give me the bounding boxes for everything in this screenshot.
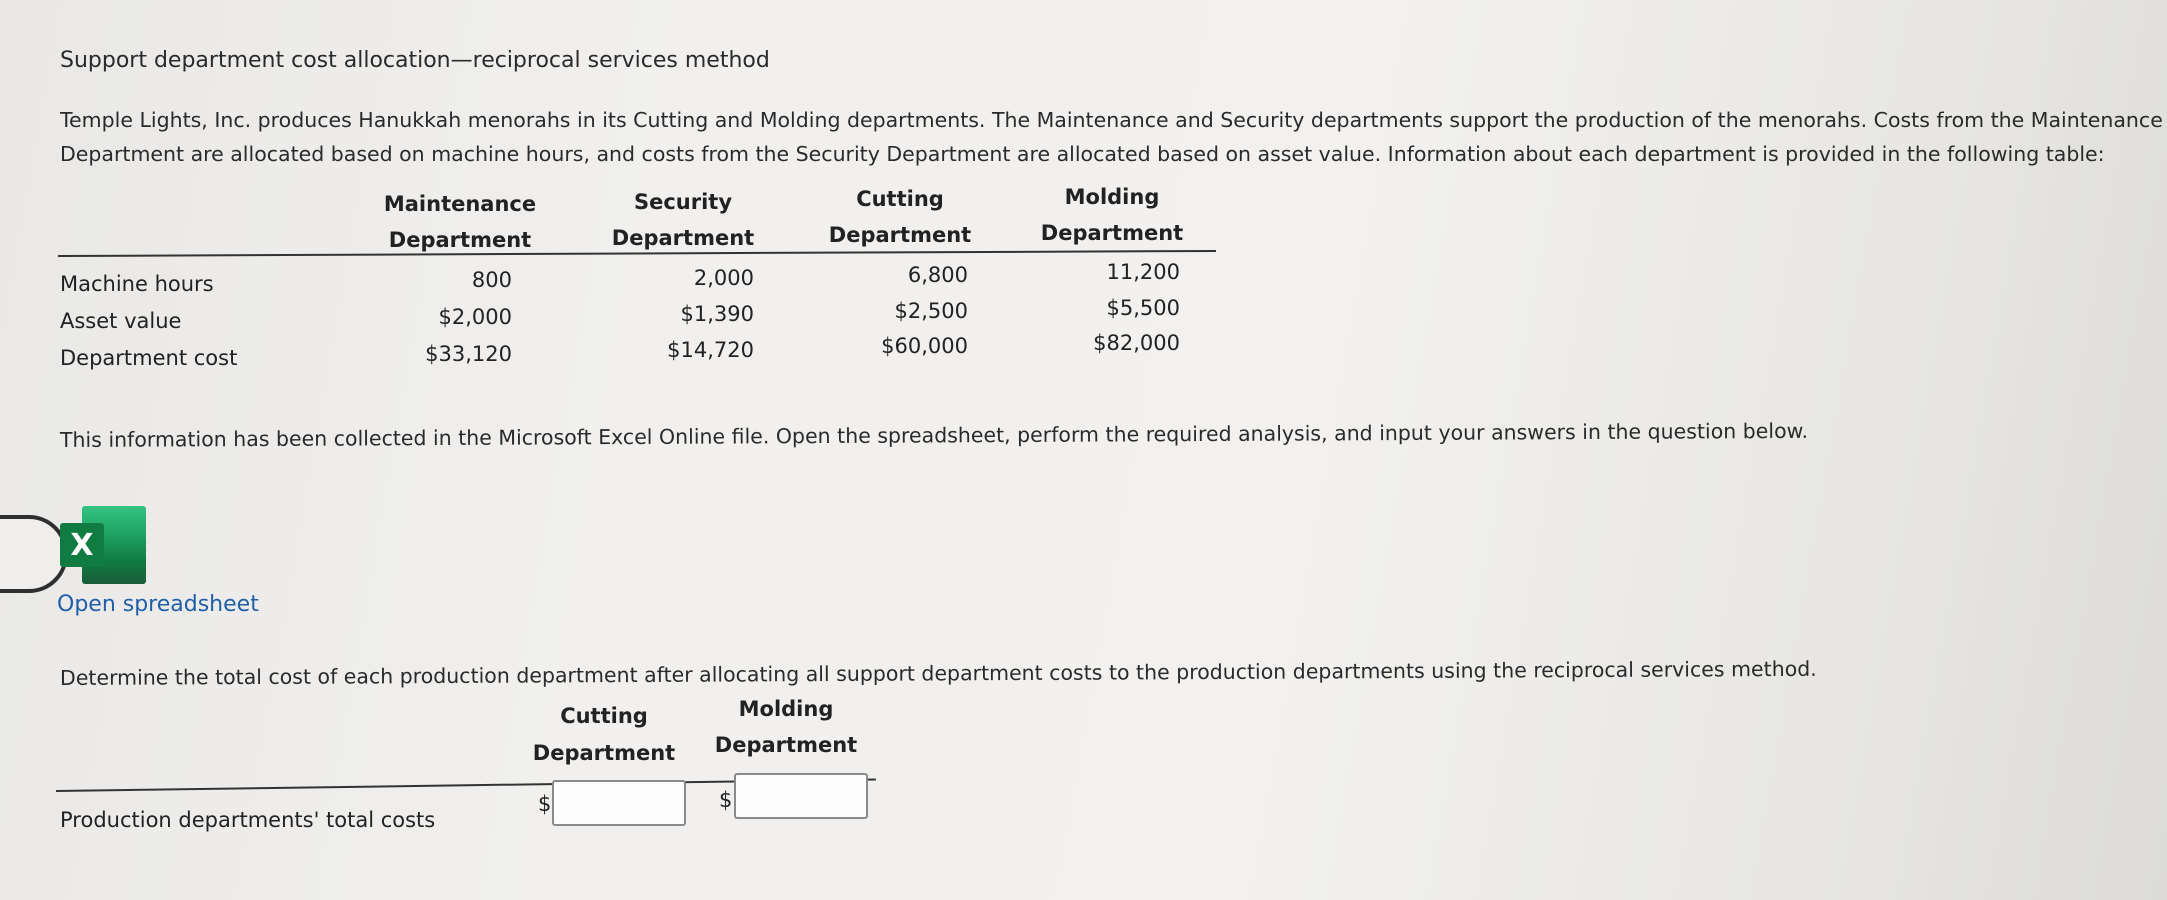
col-header-security-1: Security: [633, 190, 733, 214]
cell-asset-value-maintenance: $2,000: [438, 305, 512, 329]
col-header-cutting-1: Cutting: [856, 187, 944, 211]
col-header-molding-2: Department: [1040, 221, 1184, 245]
cell-department-cost-molding: $82,000: [1093, 331, 1180, 355]
problem-title: Support department cost allocation—reciprocal services method: [60, 48, 770, 73]
molding-dollar-sign: $: [719, 788, 733, 812]
excel-icon[interactable]: [60, 506, 146, 584]
cell-asset-value-cutting: $2,500: [894, 299, 968, 323]
col-header-molding-1: Molding: [1064, 185, 1160, 209]
cell-machine-hours-security: 2,000: [693, 266, 754, 290]
row-label-machine-hours: Machine hours: [60, 272, 214, 296]
excel-note: This information has been collected in the Microsoft Excel Online file. Open the spreadsheet, perform the required analysis, and input your answers in the question below.: [59, 418, 1809, 452]
open-spreadsheet-link[interactable]: Open spreadsheet: [57, 592, 259, 617]
cell-asset-value-molding: $5,500: [1106, 296, 1180, 320]
col-header-cutting-2: Department: [828, 223, 972, 247]
cell-department-cost-security: $14,720: [667, 338, 754, 362]
answer-header-molding-2: Department: [714, 733, 858, 757]
info-table-rule: [58, 250, 1216, 257]
intro-line-2: Department are allocated based on machine hours, and costs from the Security Department are allocated based on asset value. Information about each department is provided in the following table:: [60, 142, 2105, 166]
answer-header-cutting-1: Cutting: [560, 704, 648, 728]
answer-row-label: Production departments' total costs: [60, 808, 436, 832]
molding-total-input[interactable]: [734, 773, 868, 819]
col-header-maintenance-1: Maintenance: [383, 192, 537, 216]
excel-x-badge: X: [60, 523, 104, 567]
left-drawer-tab[interactable]: [0, 515, 68, 593]
cell-asset-value-security: $1,390: [680, 302, 754, 326]
col-header-maintenance-2: Department: [388, 228, 532, 252]
intro-line-1: Temple Lights, Inc. produces Hanukkah menorahs in its Cutting and Molding departments. The Maintenance and Security departments support the production of the menorahs. Costs from the Maintenance: [60, 108, 2163, 132]
answer-header-molding-1: Molding: [738, 697, 834, 721]
cell-machine-hours-maintenance: 800: [471, 268, 512, 292]
cell-machine-hours-molding: 11,200: [1106, 260, 1180, 284]
cell-department-cost-maintenance: $33,120: [425, 342, 512, 366]
cutting-dollar-sign: $: [538, 792, 552, 816]
cell-machine-hours-cutting: 6,800: [907, 263, 968, 287]
cutting-total-input[interactable]: [552, 780, 686, 826]
question-text: Determine the total cost of each production department after allocating all support department costs to the production departments using the reciprocal services method.: [59, 656, 1817, 690]
row-label-department-cost: Department cost: [60, 346, 238, 370]
answer-header-cutting-2: Department: [532, 741, 676, 765]
row-label-asset-value: Asset value: [60, 309, 182, 333]
col-header-security-2: Department: [611, 226, 755, 250]
cell-department-cost-cutting: $60,000: [881, 334, 968, 358]
